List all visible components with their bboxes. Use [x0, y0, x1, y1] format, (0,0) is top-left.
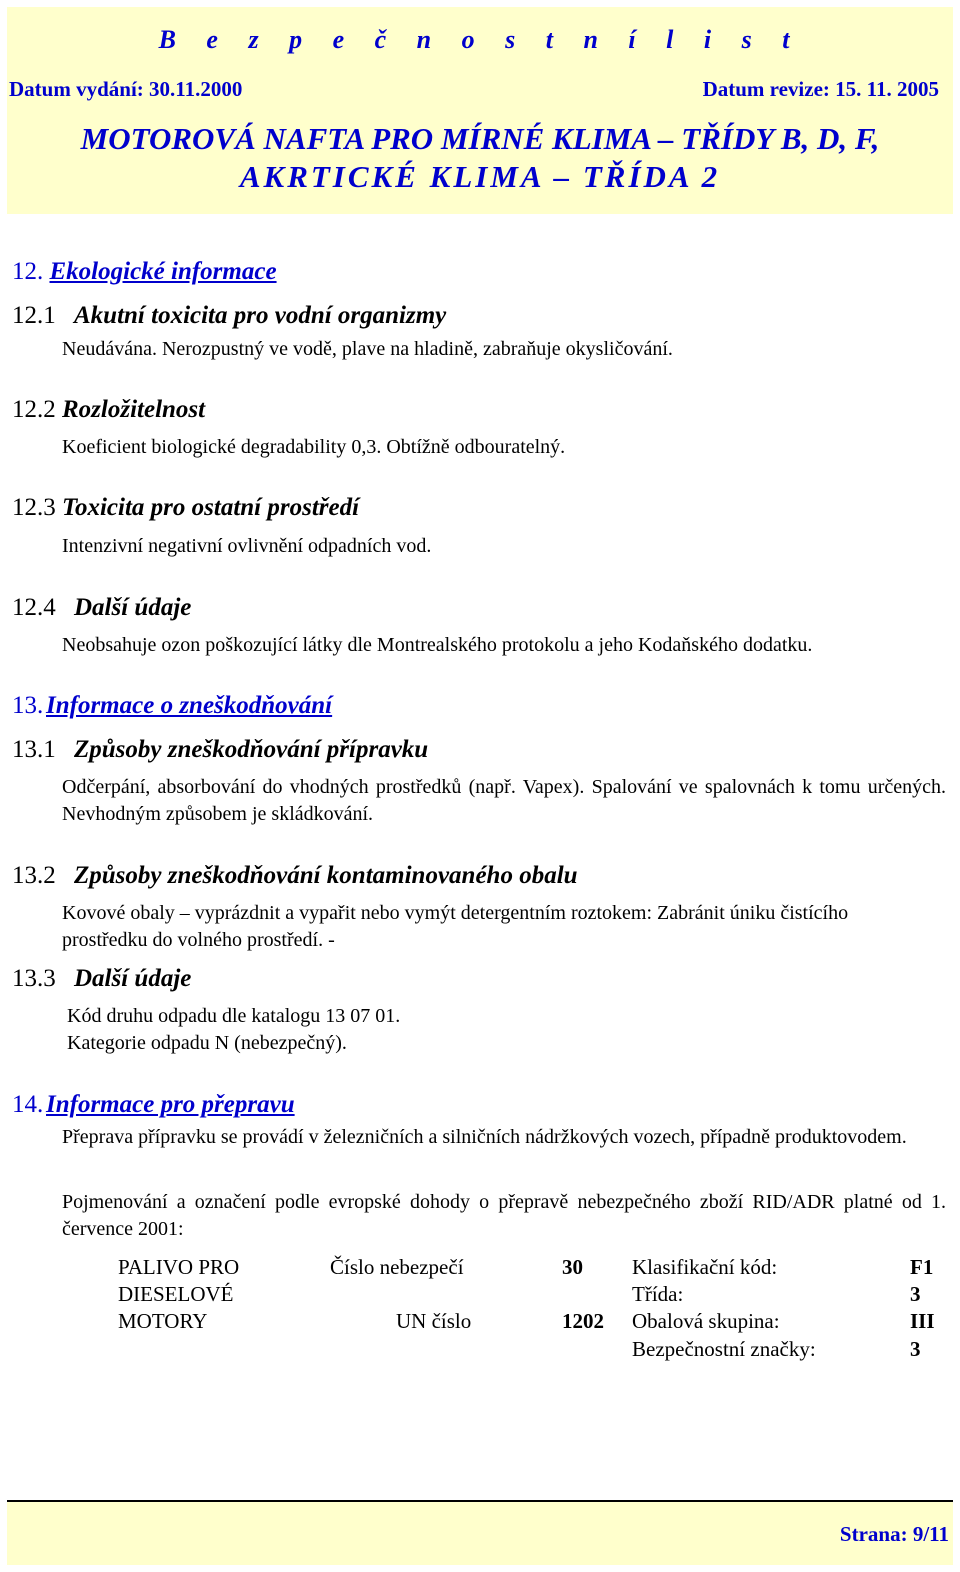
subsection-13-1-text: Odčerpání, absorbování do vhodných prostředků (např. Vapex). Spalování ve spalovnách k tomu určených. Nevhodným způsobem je skládkování.	[62, 776, 946, 825]
product-name-line1: MOTOROVÁ NAFTA PRO MÍRNÉ KLIMA – TŘÍDY B, D, F,	[80, 121, 880, 156]
subsection-title: Toxicita pro ostatní prostředí	[62, 494, 360, 521]
transport-designation-text: Pojmenování a označení podle evropské dohody o přepravě nebezpečného zboží RID/ADR platné od 1. července 2001:	[62, 1191, 946, 1240]
subsection-number: 12.4	[12, 594, 56, 621]
subsection-number: 13.2	[12, 862, 56, 889]
section-title: Informace o zneškodňování	[46, 692, 333, 719]
subsection-12-2-heading	[12, 396, 205, 424]
product-name-line2: DIESELOVÉ	[118, 1282, 234, 1306]
revision-date: Datum revize: 15. 11. 2005	[702, 77, 939, 101]
subsection-13-1-heading	[12, 736, 428, 764]
subsection-title: Způsoby zneškodňování přípravku	[74, 736, 429, 763]
footer-banner	[7, 1502, 953, 1565]
subsection-title: Další údaje	[74, 594, 192, 621]
packing-group-value: III	[910, 1309, 935, 1333]
section-12-heading	[12, 258, 277, 286]
page-number: Strana: 9/11	[839, 1522, 949, 1546]
section-14-heading	[12, 1091, 295, 1119]
subsection-number: 12.2	[12, 396, 56, 423]
transport-text: Přeprava přípravku se provádí v železničních a silničních nádržkových vozech, případně produktovodem.	[62, 1126, 907, 1148]
safety-signs-value: 3	[910, 1337, 921, 1361]
subsection-13-2-text: Kovové obaly – vyprázdnit a vypařit nebo vymýt detergentním roztokem: Zabránit úniku čistícího prostředku do volného prostředí. -	[62, 902, 849, 951]
class-label: Třída:	[632, 1282, 684, 1306]
product-name-line2: AKRTICKÉ KLIMA – TŘÍDA 2	[239, 159, 721, 194]
hazard-number-value: 30	[562, 1255, 583, 1279]
section-title: Ekologické informace	[49, 258, 277, 285]
waste-code: Kód druhu odpadu dle katalogu 13 07 01.	[67, 1005, 401, 1027]
un-number-label: UN číslo	[396, 1309, 472, 1333]
document-title: B e z p e č n o s t n í l i s t	[158, 25, 802, 54]
product-name-line3: MOTORY	[118, 1309, 208, 1333]
section-13-heading	[12, 692, 332, 720]
section-title: Informace pro přepravu	[46, 1091, 295, 1118]
subsection-title: Rozložitelnost	[62, 396, 206, 423]
section-number: 13.	[12, 692, 44, 719]
subsection-12-3-text: Intenzivní negativní ovlivnění odpadních vod.	[62, 535, 432, 557]
waste-category: Kategorie odpadu N (nebezpečný).	[67, 1032, 347, 1054]
subsection-12-3-heading	[12, 494, 359, 522]
section-number: 12.	[12, 258, 44, 285]
subsection-12-1-text: Neudávána. Nerozpustný ve vodě, plave na hladině, zabraňuje okysličování.	[62, 338, 673, 360]
subsection-12-1-heading	[12, 302, 446, 330]
subsection-12-4-text: Neobsahuje ozon poškozující látky dle Montrealského protokolu a jeho Kodaňského dodatku.	[62, 634, 813, 656]
subsection-number: 13.3	[12, 965, 56, 992]
class-value: 3	[910, 1282, 921, 1306]
un-number-value: 1202	[562, 1309, 604, 1333]
header-banner	[7, 7, 953, 214]
subsection-number: 13.1	[12, 736, 56, 763]
subsection-13-2-heading	[12, 862, 578, 890]
subsection-title: Akutní toxicita pro vodní organizmy	[74, 302, 447, 329]
subsection-number: 12.3	[12, 494, 56, 521]
subsection-number: 12.1	[12, 302, 56, 329]
subsection-12-4-heading	[12, 594, 191, 622]
subsection-13-3-heading	[12, 965, 191, 993]
packing-group-label: Obalová skupina:	[632, 1309, 780, 1333]
section-number: 14.	[12, 1091, 44, 1118]
subsection-12-2-text: Koeficient biologické degradability 0,3. Obtížně odbouratelný.	[62, 436, 566, 458]
product-name-line1: PALIVO PRO	[118, 1255, 240, 1279]
subsection-title: Způsoby zneškodňování kontaminovaného obalu	[74, 862, 578, 889]
hazard-number-label: Číslo nebezpečí	[330, 1255, 464, 1279]
safety-signs-label: Bezpečnostní značky:	[632, 1337, 816, 1361]
issue-date: Datum vydání: 30.11.2000	[9, 77, 243, 101]
classification-code-value: F1	[910, 1255, 934, 1279]
classification-code-label: Klasifikační kód:	[632, 1255, 778, 1279]
subsection-title: Další údaje	[74, 965, 192, 992]
